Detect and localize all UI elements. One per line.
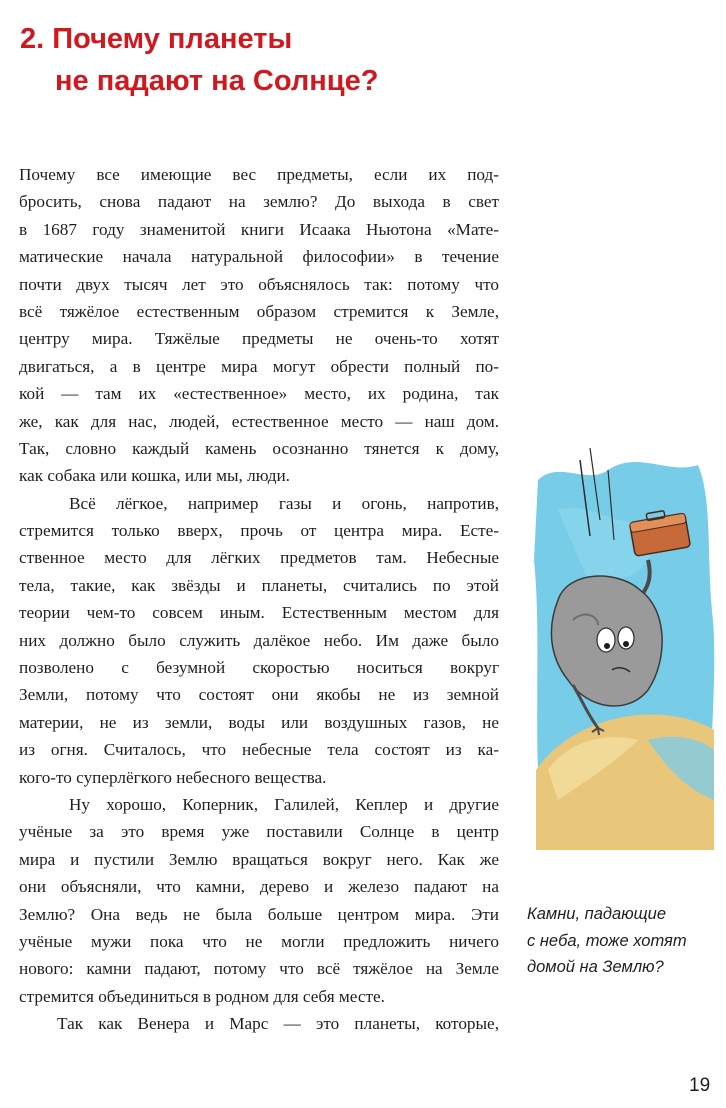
text-line: центру мира. Тяжёлые предметы не очень-то хотят [19,329,499,349]
text-line: двигаться, а в центре мира могут обрести полный по- [19,356,499,376]
text-line: Земли, потому что состоят они якобы не из земной [19,685,499,705]
text-line: учёные за это время уже поставили Солнце в центр [19,822,499,842]
text-line: них должно было служить далёкое небо. Им даже было [19,630,499,650]
text-line: кой — там их «естественное» место, их родина, так [19,384,499,404]
text-line: мира и пустили Землю вращаться вокруг него. Как же [19,849,499,869]
text-line: же, как для нас, людей, естественное место — наш дом. [19,411,499,431]
text-line: почти двух тысяч лет это объяснялось так: потому что [19,274,499,294]
falling-rock-illustration [528,440,718,855]
text-line: как собака или кошка, или мы, люди. [19,466,290,486]
text-line: Всё лёгкое, например газы и огонь, напротив, [69,493,499,513]
text-line: всё тяжёлое естественным образом стремится к Земле, [19,301,499,321]
caption-line-2: с неба, тоже хотят [527,931,687,950]
text-line: из огня. Считалось, что небесные тела состоят из ка- [19,740,499,760]
text-line: теории чем-то совсем иным. Естественным местом для [19,603,499,623]
text-line: ственное место для лёгких предметов там. Небесные [19,548,499,568]
caption-line-1: Камни, падающие [527,905,666,923]
text-line: стремится объединиться в родном для себя месте. [19,986,385,1006]
text-line: нового: камни падают, потому что всё тяжёлое на Земле [19,959,499,979]
text-line: учёные мужи пока что не могли предложить ничего [19,931,499,951]
text-line: тела, такие, как звёзды и планеты, считались по этой [19,575,499,595]
text-line: Ну хорошо, Коперник, Галилей, Кеплер и другие [69,794,499,814]
text-line: бросить, снова падают на землю? До выхода в свет [19,192,499,212]
text-line: они объясняли, что камни, дерево и железо падают на [19,877,499,897]
text-line: кого-то суперлёгкого небесного вещества. [19,767,327,787]
text-line: в 1687 году знаменитой книги Исаака Ньютона «Мате- [19,219,499,239]
body-text [19,161,499,1038]
chapter-title-line-2: не падают на Солнце? [55,65,379,97]
caption-line-3: домой на Землю? [527,958,664,976]
text-line: Землю? Она ведь не была больше центром мира. Эти [19,904,499,924]
chapter-title-line-1: 2. Почему планеты [20,23,293,55]
text-line: Так как Венера и Марс — это планеты, которые, [57,1014,499,1034]
chapter-title [20,18,378,102]
text-line: позволено с безумной скоростью носиться вокруг [19,658,499,678]
text-line: Так, словно каждый камень осознанно тянется к дому, [19,438,499,458]
text-line: Почему все имеющие вес предметы, если их под- [19,165,499,184]
page-number: 19 [689,1075,711,1096]
text-line: матические начала натуральной философии» в течение [19,247,499,267]
illustration-caption [527,901,717,981]
falling-rock-with-suitcase-icon [528,440,718,855]
text-line: материи, не из земли, воды или воздушных газов, не [19,712,499,732]
text-line: стремится только вверх, прочь от центра мира. Есте- [19,521,499,541]
